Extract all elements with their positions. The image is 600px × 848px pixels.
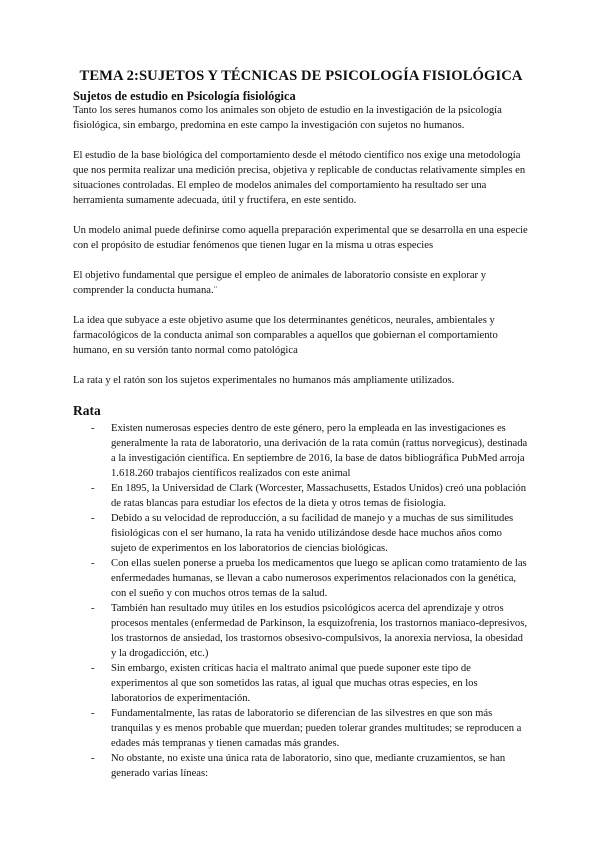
bullet-marker: -: [91, 483, 95, 494]
paragraph: Tanto los seres humanos como los animales son objeto de estudio en la investigación de la psicología fisiológica, sin embargo, predomina en este campo la investigación con sujetos no humanos.: [73, 105, 502, 131]
document-page: [73, 68, 529, 781]
list-item: [73, 706, 529, 751]
paragraph: La rata y el ratón son los sujetos experimentales no humanos más ampliamente utilizados.: [73, 375, 455, 386]
bullet-marker: -: [91, 708, 95, 719]
list-item-text: No obstante, no existe una única rata de laboratorio, sino que, mediante cruzamientos, se han generado varias líneas:: [111, 753, 506, 779]
list-item-text: Existen numerosas especies dentro de este género, pero la empleada en las investigaciones es generalmente la rata de laboratorio, una derivación de la rata común (rattus norvegicus), destinada a la investigación científica. En septiembre de 2016, la base de datos bibliográfica PubMed arroja 1.618.260 trabajos científicos realizados con este animal: [111, 423, 528, 479]
list-item: [73, 421, 529, 481]
paragraph: El estudio de la base biológica del comportamiento desde el método científico nos exige una metodología que nos permita realizar una medición precisa, objetiva y replicable de conductas relativamente simples en situaciones controladas. El empleo de modelos animales del comportamiento ha resultado ser una herramienta sumamente adecuada, útil y fructífera, en este sentido.: [73, 150, 526, 206]
section-heading-rata: Rata: [73, 403, 101, 418]
bullet-marker: -: [91, 663, 95, 674]
document-title: TEMA 2:SUJETOS Y TÉCNICAS DE PSICOLOGÍA FISIOLÓGICA: [79, 68, 523, 84]
list-item: [73, 751, 529, 781]
list-item-text: Sin embargo, existen críticas hacia el maltrato animal que puede suponer este tipo de experimentos al que son sometidos las ratas, al igual que muchas otras especies, en los laboratorios de experimentación.: [111, 663, 478, 704]
list-item-text: También han resultado muy útiles en los estudios psicológicos acerca del aprendizaje y otros procesos mentales (enfermedad de Parkinson, la esquizofrenia, los trastornos maniaco-depresivos, los trastornos de ansiedad, los trastornos obsesivo-compulsivos, la anorexia nerviosa, la obesidad y la drogadicción, etc.): [111, 603, 527, 659]
list-item-text: Con ellas suelen ponerse a prueba los medicamentos que luego se aplican como tratamiento de las enfermedades humanas, se llevan a cabo numerosos experimentos relacionados con la genética, con el sueño y con muchos otros temas de la salud.: [111, 558, 527, 599]
paragraph: La idea que subyace a este objetivo asume que los determinantes genéticos, neurales, ambientales y farmacológicos de la conducta animal son comparables a aquellos que gobiernan el comportamiento humano, en su versión tanto normal como patológica: [73, 315, 498, 356]
bullet-marker: -: [91, 558, 95, 569]
bullet-marker: -: [91, 753, 95, 764]
list-item: [73, 511, 529, 556]
list-item-text: En 1895, la Universidad de Clark (Worcester, Massachusetts, Estados Unidos) creó una población de ratas blancas para estudiar los efectos de la dieta y otros temas de fisiología.: [111, 483, 527, 509]
list-item: [73, 661, 529, 706]
list-item: [73, 481, 529, 511]
list-item: [73, 556, 529, 601]
paragraph: El objetivo fundamental que persigue el empleo de animales de laboratorio consiste en explorar y comprender la conducta humana.¨: [73, 270, 487, 296]
rata-bullet-list: [73, 421, 529, 781]
paragraph: Un modelo animal puede definirse como aquella preparación experimental que se desarrolla en una especie con el propósito de estudiar fenómenos que tienen lugar en la misma u otras especies: [73, 225, 528, 251]
list-item-text: Fundamentalmente, las ratas de laboratorio se diferencian de las silvestres en que son más tranquilas y es menos probable que muerdan; pueden tolerar grandes multitudes; se reproducen a edades más tempranas y tienen camadas más grandes.: [111, 708, 522, 749]
list-item: [73, 601, 529, 661]
list-item-text: Debido a su velocidad de reproducción, a su facilidad de manejo y a muchas de sus similitudes fisiológicas con el ser humano, la rata ha venido utilizándose desde hace muchos años como sujeto de experimentos en los laboratorios de ciencias biológicas.: [111, 513, 514, 554]
bullet-marker: -: [91, 423, 95, 434]
bullet-marker: -: [91, 513, 95, 524]
section-heading-sujetos: Sujetos de estudio en Psicología fisiológica: [73, 89, 296, 103]
bullet-marker: -: [91, 603, 95, 614]
